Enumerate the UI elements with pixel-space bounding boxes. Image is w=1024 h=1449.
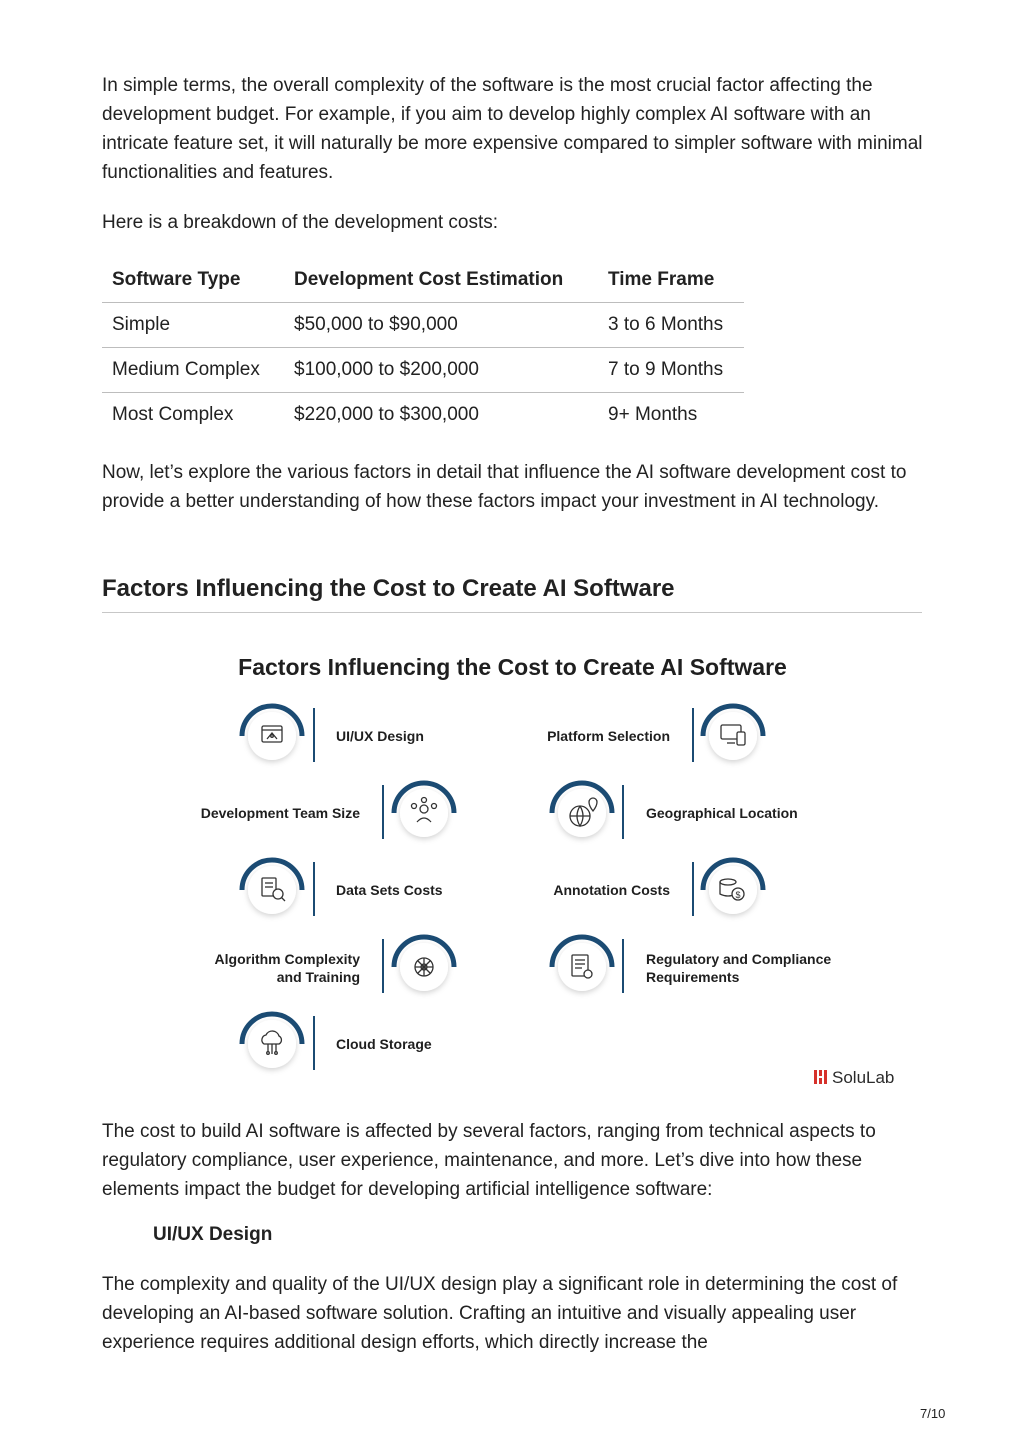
factor-item-geographical-location xyxy=(552,783,798,839)
intro-paragraph: In simple terms, the overall complexity of the software is the most crucial factor affecting the development budget. For example, if you aim to develop highly complex AI software with an intricate feature set, it will naturally be more expensive compared to simpler software with minimal functionalities and features. xyxy=(102,75,923,183)
cost-table xyxy=(102,257,744,437)
svg-text:$: $ xyxy=(735,890,741,900)
solulab-logo-mark xyxy=(814,1070,827,1084)
section-heading: Factors Influencing the Cost to Create AI Software xyxy=(102,575,922,613)
table-row xyxy=(102,348,744,393)
ui-ux-paragraph: The complexity and quality of the UI/UX design play a significant role in determining the cost of developing an AI-based software solution. Crafting an intuitive and visually appealing user experience requires additional design efforts, which directly increase the xyxy=(102,1274,898,1353)
factor-label: Regulatory and Compliance xyxy=(646,951,832,967)
factor-label: Platform Selection xyxy=(547,728,670,744)
solulab-logo xyxy=(814,1068,894,1087)
factor-label: Geographical Location xyxy=(646,805,798,821)
table-cell: $50,000 to $90,000 xyxy=(284,303,598,348)
table-cell: $100,000 to $200,000 xyxy=(284,348,598,393)
table-cell: Simple xyxy=(102,303,284,348)
table-cell: 7 to 9 Months xyxy=(598,348,744,393)
breakdown-intro-text: Here is a breakdown of the development costs: xyxy=(102,212,499,233)
factor-item-platform-selection xyxy=(547,706,763,762)
infographic-graphic xyxy=(190,640,920,1095)
factor-label: Algorithm Complexity xyxy=(214,951,360,967)
factor-item-regulatory-compliance xyxy=(552,937,831,993)
factor-item-data-sets-costs xyxy=(242,860,443,916)
factors-overview-paragraph: The cost to build AI software is affected by several factors, ranging from technical aspects to regulatory compliance, user experience, maintenance, and more. Let’s dive into how these elements impact the budget for developing artificial intelligence software: xyxy=(102,1121,876,1200)
table-cell: Medium Complex xyxy=(102,348,284,393)
table-cell: $220,000 to $300,000 xyxy=(294,404,479,425)
column-header-time-frame: Time Frame xyxy=(598,257,744,303)
factors-intro-paragraph: Now, let’s explore the various factors in detail that influence the AI software development cost to provide a better understanding of how these factors impact your investment in AI technology. xyxy=(102,462,907,512)
page-number: 7/10 xyxy=(920,1406,946,1421)
solulab-logo-text: SoluLab xyxy=(832,1068,895,1087)
table-row xyxy=(102,303,744,348)
factor-item-ui-ux-design xyxy=(242,706,424,762)
factor-label: Data Sets Costs xyxy=(336,882,443,898)
table-cell: 9+ Months xyxy=(608,404,698,425)
table-header-row xyxy=(102,257,744,303)
subsection-heading: UI/UX Design xyxy=(153,1224,273,1245)
column-header-cost-estimation: Development Cost Estimation xyxy=(284,257,598,303)
factor-label: Cloud Storage xyxy=(336,1036,432,1052)
network-icon xyxy=(415,958,433,976)
factor-item-annotation-costs xyxy=(553,860,763,916)
factor-label: Annotation Costs xyxy=(553,882,670,898)
factor-item-algorithm-complexity xyxy=(215,937,454,993)
factor-label: UI/UX Design xyxy=(336,728,424,744)
infographic-title: Factors Influencing the Cost to Create AI Software xyxy=(238,654,787,680)
factor-label: Development Team Size xyxy=(200,805,360,821)
table-row xyxy=(102,393,744,438)
table-cell: 3 to 6 Months xyxy=(598,303,744,348)
factor-label: and Training xyxy=(276,969,360,985)
factors-infographic xyxy=(190,640,920,1095)
factor-item-cloud-storage xyxy=(242,1014,432,1070)
table-cell: Most Complex xyxy=(112,404,234,425)
column-header-software-type: Software Type xyxy=(102,257,284,303)
factor-item-development-team-size xyxy=(201,783,454,839)
factor-label: Requirements xyxy=(646,969,740,985)
